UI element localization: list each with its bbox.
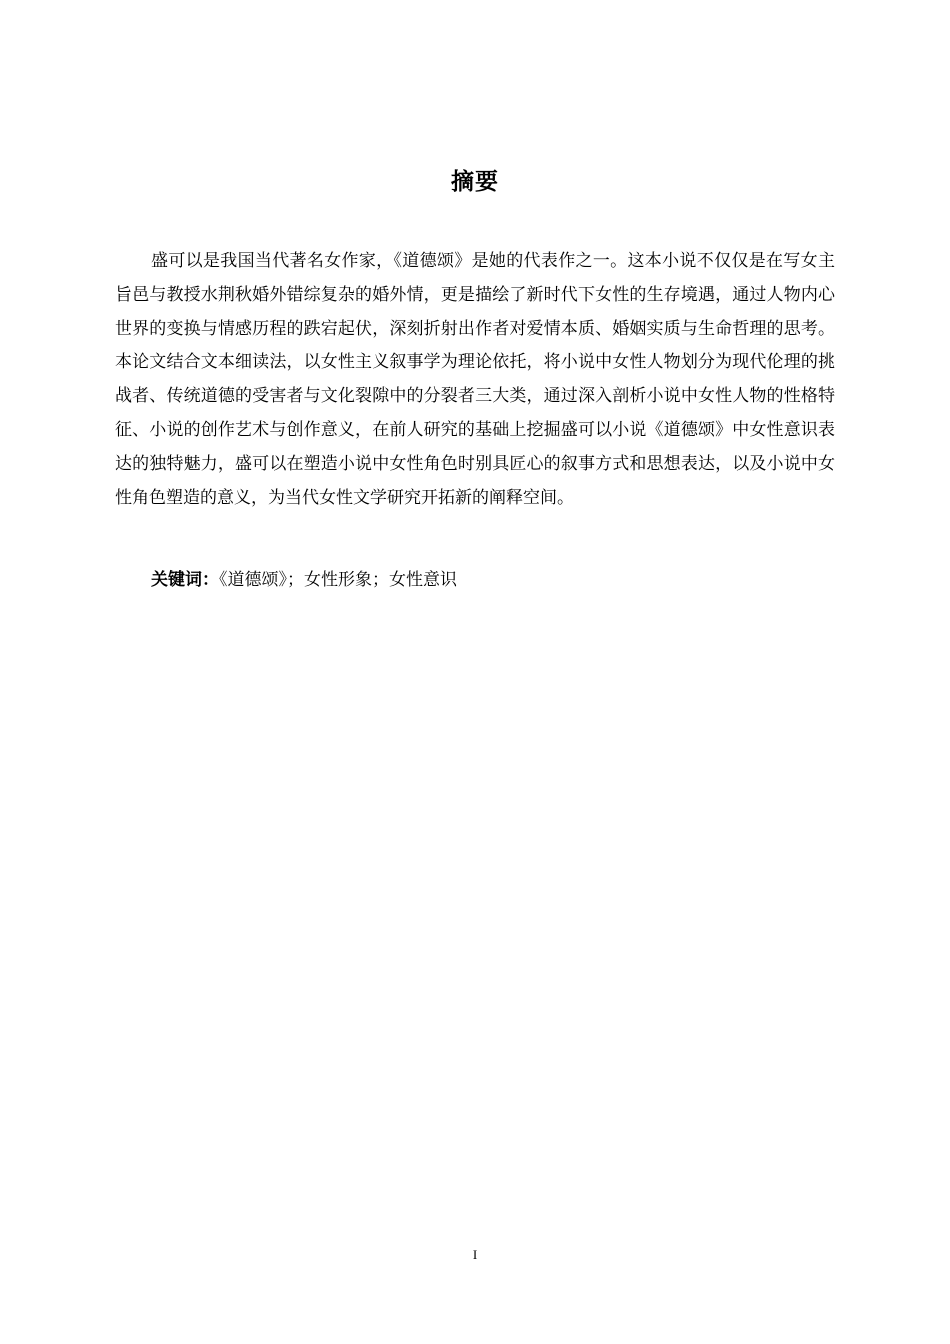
keywords-value: 《道德颂》；女性形象；女性意识	[219, 570, 457, 590]
keywords-line	[151, 565, 841, 595]
abstract-paragraph: 盛可以是我国当代著名女作家，《道德颂》是她的代表作之一。这本小说不仅仅是在写女主旨邑与教授水荆秋婚外错综复杂的婚外情，更是描绘了新时代下女性的生存境遇，通过人物内心世界的变换与情感历程的跌宕起伏，深刻折射出作者对爱情本质、婚姻实质与生命哲理的思考。本论文结合文本细读法，以女性主义叙事学为理论依托，将小说中女性人物划分为现代伦理的挑战者、传统道德的受害者与文化裂隙中的分裂者三大类，通过深入剖析小说中女性人物的性格特征、小说的创作艺术与创作意义，在前人研究的基础上挖掘盛可以小说《道德颂》中女性意识表达的独特魅力，盛可以在塑造小说中女性角色时别具匠心的叙事方式和思想表达，以及小说中女性角色塑造的意义，为当代女性文学研究开拓新的阐释空间。	[115, 251, 835, 508]
page-number: I	[472, 1247, 478, 1262]
page-title: 摘要	[451, 169, 499, 195]
keywords-label: 关键词：	[151, 570, 219, 590]
